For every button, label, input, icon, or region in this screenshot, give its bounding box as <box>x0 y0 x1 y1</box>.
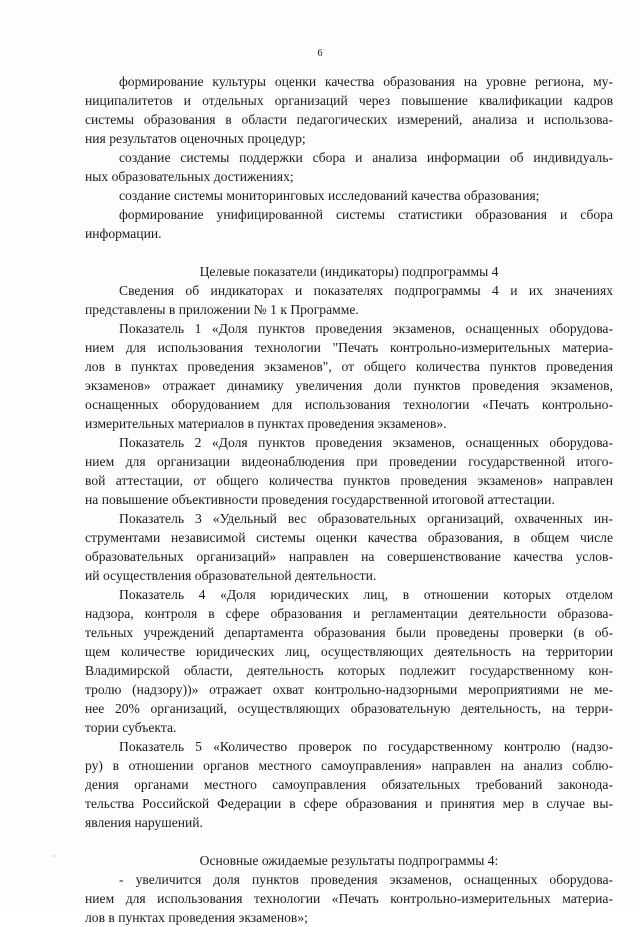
text-line: тельных учреждений департамента образования были проведены проверки (в об- <box>85 625 613 640</box>
text-line: оснащенных оборудованием для использования технологии «Печать контрольно- <box>85 397 613 412</box>
text-line: экзаменов» отражает динамику увеличения доли пунктов проведения экзаменов, <box>85 378 613 393</box>
scan-speck <box>53 855 55 857</box>
page-number: 6 <box>317 48 323 59</box>
text-line: ных образовательных достижениях; <box>85 169 294 184</box>
text-line: создание системы поддержки сбора и анализа информации об индивидуаль- <box>119 150 613 165</box>
text-line: надзора, контроля в сфере образования и регламентации деятельности образова- <box>85 606 613 621</box>
text-line: ниципалитетов и отдельных организаций через повышение квалификации кадров <box>85 93 613 108</box>
text-line: - увеличится доля пунктов проведения экзаменов, оснащенных оборудова- <box>119 872 613 887</box>
text-line: нием для использования технологии "Печать контрольно-измерительных материа- <box>85 340 613 355</box>
text-line: измерительных материалов в пунктах проведения экзаменов». <box>85 416 447 431</box>
text-line: нием для организации видеонаблюдения при проведении государственной итого- <box>85 454 613 469</box>
text-line: системы образования в области педагогических измерений, анализа и использова- <box>85 112 613 127</box>
text-line: щем количестве юридических лиц, осуществляющих деятельность на территории <box>85 644 613 659</box>
text-line: Показатель 3 «Удельный вес образовательных организаций, охваченных ин- <box>119 511 613 526</box>
text-line: Показатель 4 «Доля юридических лиц, в отношении которых отделом <box>119 587 613 602</box>
text-line: ру) в отношении органов местного самоуправления» направлен на анализ соблю- <box>85 758 613 773</box>
text-line: нее 20% организаций, осуществляющих образовательную деятельность, на терри- <box>85 701 613 716</box>
text-line: тельства Российской Федерации в сфере образования и принятия мер в случае вы- <box>85 796 613 811</box>
text-line: Показатель 2 «Доля пунктов проведения экзаменов, оснащенных оборудова- <box>119 435 613 450</box>
text-line: тролю (надзору))» отражает охват контрольно-надзорными мероприятиями не ме- <box>85 682 613 697</box>
text-line: ий осуществления образовательной деятельности. <box>85 568 377 583</box>
text-line: образовательных организаций» направлен на совершенствование качества услов- <box>85 549 613 564</box>
text-line: струментами независимой системы оценки качества образования, в общем числе <box>85 530 613 545</box>
text-line: Владимирской области, деятельность которых подлежит государственному кон- <box>85 663 613 678</box>
page-content <box>85 72 613 927</box>
section-heading-target-indicators: Целевые показатели (индикаторы) подпрограммы 4 <box>199 264 499 279</box>
text-line: Показатель 1 «Доля пунктов проведения экзаменов, оснащенных оборудова- <box>119 321 613 336</box>
text-line: дения органами местного самоуправления обязательных требований законода- <box>85 777 613 792</box>
text-line: информации. <box>85 226 162 241</box>
paragraph-gap <box>85 243 613 262</box>
section-heading-expected-results: Основные ожидаемые результаты подпрограммы 4: <box>199 853 499 868</box>
text-line: явления нарушений. <box>85 815 203 830</box>
text-line: лов в пунктах проведения экзаменов»; <box>85 910 308 925</box>
text-line: формирование унифицированной системы статистики образования и сбора <box>119 207 613 222</box>
text-line: тории субъекта. <box>85 720 177 735</box>
text-line: ния результатов оценочных процедур; <box>85 131 306 146</box>
text-line: Сведения об индикаторах и показателях подпрограммы 4 и их значениях <box>119 283 613 298</box>
paragraph-gap <box>85 832 613 851</box>
text-line: создание системы мониторинговых исследований качества образования; <box>119 188 540 203</box>
text-line: Показатель 5 «Количество проверок по государственному контролю (надзо- <box>119 739 613 754</box>
text-line: представлены в приложении № 1 к Программе. <box>85 302 359 317</box>
text-line: формирование культуры оценки качества образования на уровне региона, му- <box>119 74 613 89</box>
text-line: лов в пунктах проведения экзаменов", от общего количества пунктов проведения <box>85 359 613 374</box>
text-line: нием для использования технологии «Печать контрольно-измерительных материа- <box>85 891 613 906</box>
text-line: вой аттестации, от общего количества пунктов проведения экзаменов» направлен <box>85 473 613 488</box>
text-line: на повышение объективности проведения государственной итоговой аттестации. <box>85 492 555 507</box>
